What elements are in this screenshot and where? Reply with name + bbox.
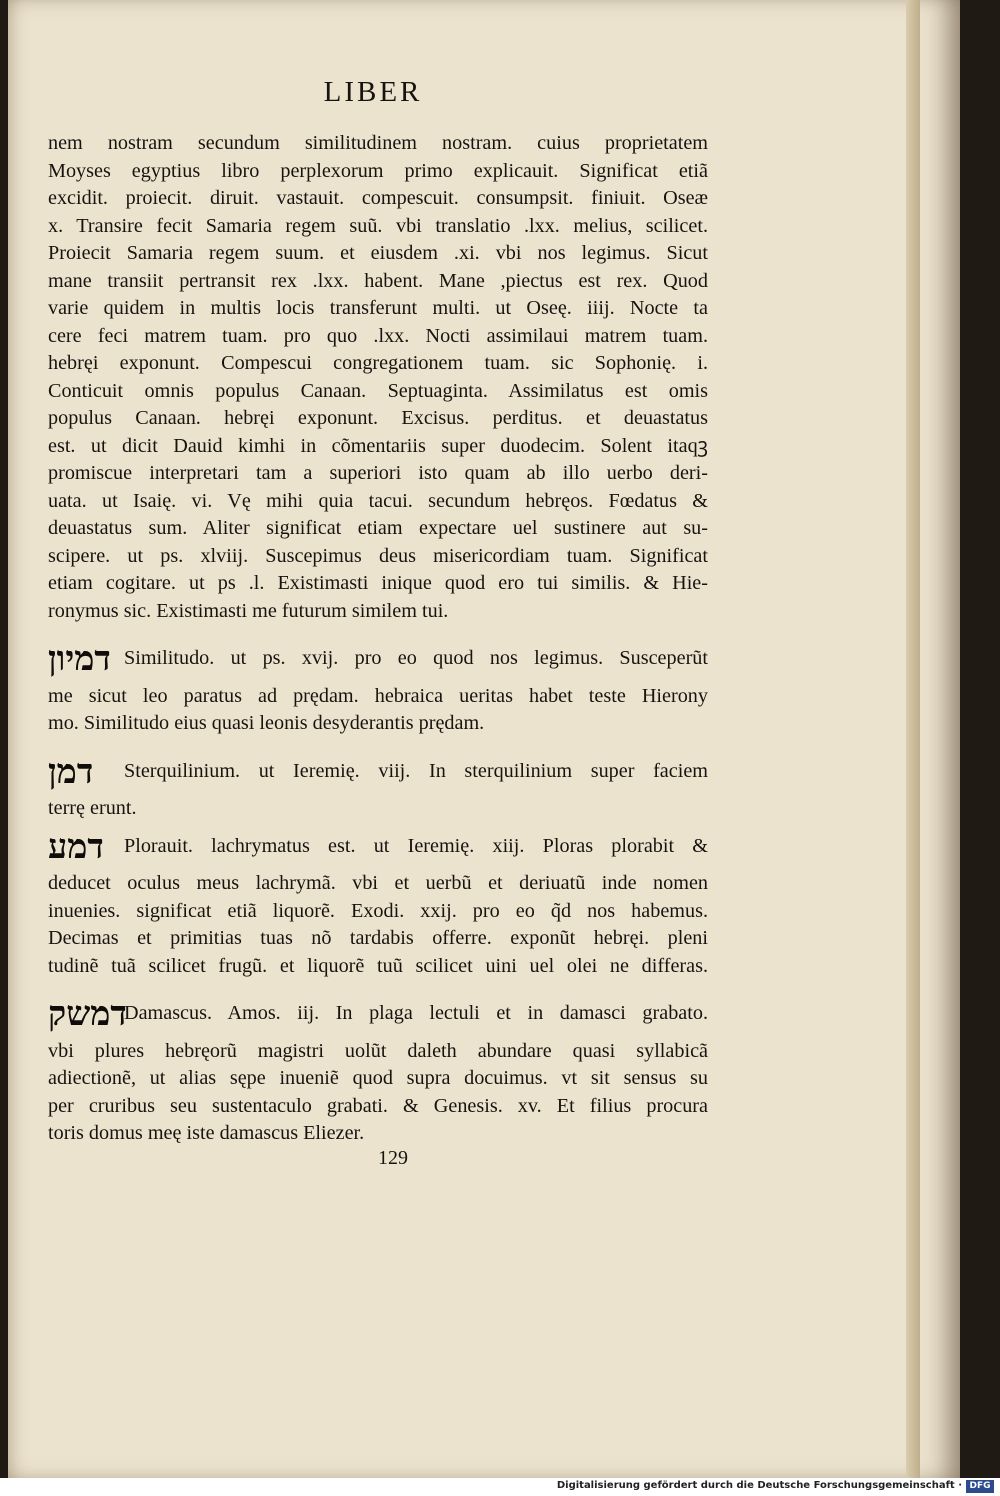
text-line: uata. ut Isaię. vi. Vę mihi quia tacui. secundum hebręos. Fœdatus &: [48, 489, 708, 512]
text-line: Similitudo. ut ps. xvij. pro eo quod nos legimus. Susceperũt: [124, 647, 708, 669]
text-line: hebręi exponunt. Compescui congregationem tuam. sic Sophonię. i.: [48, 352, 708, 374]
folio-number: 129: [378, 1147, 408, 1169]
text-line: mo. Similitudo eius quasi leonis desyderantis prędam.: [48, 712, 485, 734]
hebrew-headword: דמע: [48, 826, 104, 867]
text-line: deducet oculus meus lachrymã. vbi et uerbũ et deriuatũ inde nomen: [48, 872, 708, 894]
body-text: [48, 130, 708, 1148]
text-line: deuastatus sum. Aliter significat etiam expectare uel sustinere aut su-: [48, 517, 708, 539]
dfg-logo-icon: DFG: [966, 1480, 994, 1493]
text-line: Damascus. Amos. iij. In plaga lectuli et in damasci grabato.: [124, 1002, 708, 1024]
text-line: Sterquilinium. ut Ieremię. viij. In sterquilinium super faciem: [124, 759, 708, 782]
text-line: ronymus sic. Existimasti me futurum similem tui.: [48, 599, 449, 622]
hebrew-headword: דמשק: [48, 994, 127, 1034]
entry-domen: [48, 751, 708, 823]
text-line: Moyses egyptius libro perplexorum primo explicauit. Significat etiã: [48, 159, 708, 182]
page-edge: [906, 0, 920, 1478]
text-line: populus Canaan. hebręi exponunt. Excisus. perditus. et deuastatus: [48, 407, 708, 429]
text-line: me sicut leo paratus ad prędam. hebraica ueritas habet teste Hierony: [48, 684, 708, 707]
text-line: nem nostram secundum similitudinem nostram. cuius proprietatem: [48, 132, 708, 154]
text-line: mane transiit pertransit rex .lxx. habent. Mane ,piectus est rex. Quod: [48, 269, 708, 292]
hebrew-headword: דמן: [48, 751, 94, 792]
text-line: cere feci matrem tuam. pro quo .lxx. Nocti assimilaui matrem tuam.: [48, 324, 708, 347]
hebrew-headword: דמיון: [48, 639, 111, 679]
text-line: varie quidem in multis locis transferunt multi. ut Oseę. iiij. Nocte ta: [48, 297, 708, 319]
digitization-credit: Digitalisierung gefördert durch die Deutsche Forschungsgemeinschaft ·: [556, 1480, 962, 1491]
text-line: Proiecit Samaria regem suum. et eiusdem .xi. vbi nos legimus. Sicut: [48, 242, 708, 264]
book-page: [8, 0, 960, 1478]
entry-dama: [48, 826, 708, 981]
text-line: Plorauit. lachrymatus est. ut Ieremię. xiij. Ploras plorabit &: [124, 834, 708, 857]
entry-dimyon: [48, 639, 708, 738]
text-line: scipere. ut ps. xlviij. Suscepimus deus misericordiam tuam. Significat: [48, 544, 708, 567]
text-line: per cruribus seu sustentaculo grabati. & Genesis. xv. Et filius procura: [48, 1094, 708, 1117]
text-line: x. Transire fecit Samaria regem suũ. vbi translatio .lxx. melius, scilicet.: [48, 214, 708, 237]
text-line: etiam cogitare. ut ps .l. Existimasti inique quod ero tui similis. & Hie-: [48, 572, 708, 594]
text-line: est. ut dicit Dauid kimhi in cõmentariis super duodecim. Solent itaqꝫ: [48, 434, 708, 457]
text-line: Conticuit omnis populus Canaan. Septuaginta. Assimilatus est omis: [48, 379, 708, 402]
text-line: vbi plures hebręorũ magistri uolũt daleth abundare quasi syllabicã: [48, 1039, 708, 1062]
text-line: toris domus meę iste damascus Eliezer.: [48, 1122, 365, 1144]
text-line: inuenies. significat etiã liquorẽ. Exodi. xxij. pro eo q̃d nos habemus.: [48, 899, 708, 922]
text-line: adiectionẽ, ut alias sępe inueniẽ quod supra docuimus. vt sit sensus su: [48, 1067, 708, 1089]
running-head: LIBER: [323, 76, 423, 108]
entry-dammeseq: [48, 994, 708, 1148]
text-line: promiscue interpretari tam a superiori isto quam ab illo uerbo deri-: [48, 462, 708, 484]
text-line: excidit. proiecit. diruit. vastauit. compescuit. consumpsit. finiuit. Oseæ: [48, 187, 708, 209]
text-line: tudinẽ tuã scilicet frugũ. et liquorẽ tuũ scilicet uini uel olei ne differas.: [48, 954, 708, 977]
text-line: Decimas et primitias tuas nõ tardabis offerre. exponũt hebręi. pleni: [48, 927, 708, 949]
paragraph-1: [48, 130, 708, 625]
text-line: terrę erunt.: [48, 797, 137, 819]
